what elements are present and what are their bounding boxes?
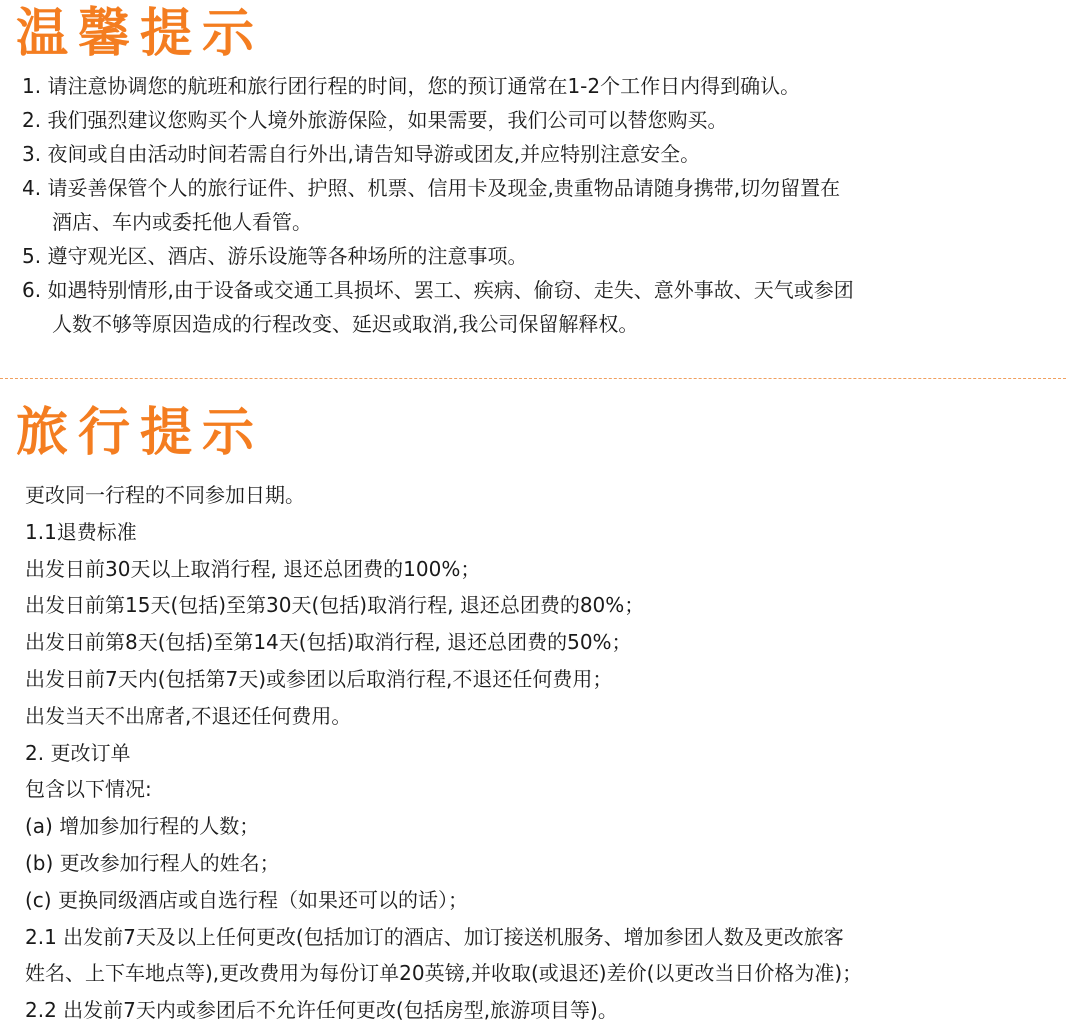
notice-item-1: 1. 请注意协调您的航班和旅行团行程的时间，您的预订通常在1-2个工作日内得到确认。 <box>22 74 801 98</box>
notice-item-6: 6. 如遇特别情形,由于设备或交通工具损坏、罢工、疾病、偷窃、走失、意外事故、天气或参团 <box>22 278 854 302</box>
tip-line: 2.2 出发前7天内或参团后不允许任何更改(包括房型,旅游项目等)。 <box>25 998 618 1023</box>
notice-item-4-continued: 酒店、车内或委托他人看管。 <box>52 210 312 234</box>
tip-line: 姓名、上下车地点等),更改费用为每份订单20英镑,并收取(或退还)差价(以更改当日价格为准)； <box>25 961 863 986</box>
tip-line: (c) 更换同级酒店或自选行程（如果还可以的话）； <box>25 887 468 912</box>
notice-item-3: 3. 夜间或自由活动时间若需自行外出,请告知导游或团友,并应特别注意安全。 <box>22 142 701 166</box>
tip-line: 出发日前30天以上取消行程, 退还总团费的100%； <box>25 556 481 581</box>
tip-line: 出发日前第8天(包括)至第14天(包括)取消行程, 退还总团费的50%； <box>25 630 632 655</box>
tip-line: (b) 更改参加行程人的姓名； <box>25 850 280 875</box>
notice-item-5: 5. 遵守观光区、酒店、游乐设施等各种场所的注意事项。 <box>22 244 528 268</box>
tip-line: 出发当天不出席者,不退还任何费用。 <box>25 703 352 728</box>
section-divider <box>0 378 1066 379</box>
tip-line: 包含以下情况: <box>25 777 152 802</box>
notice-item-4: 4. 请妥善保管个人的旅行证件、护照、机票、信用卡及现金,贵重物品请随身携带,切勿留置在 <box>22 176 841 200</box>
warm-reminder-title: 温馨提示 <box>16 4 265 64</box>
tip-line: (a) 增加参加行程的人数； <box>25 814 260 839</box>
tip-line: 1.1退费标准 <box>25 519 137 544</box>
travel-tips-body <box>25 477 862 1029</box>
tip-line: 2. 更改订单 <box>25 740 131 765</box>
notice-item-2: 2. 我们强烈建议您购买个人境外旅游保险，如果需要，我们公司可以替您购买。 <box>22 108 728 132</box>
tip-line: 出发日前7天内(包括第7天)或参团以后取消行程,不退还任何费用； <box>25 666 613 691</box>
tip-line: 更改同一行程的不同参加日期。 <box>25 483 305 507</box>
notice-item-6-continued: 人数不够等原因造成的行程改变、延迟或取消,我公司保留解释权。 <box>52 312 639 336</box>
tip-line: 出发日前第15天(包括)至第30天(包括)取消行程, 退还总团费的80%； <box>25 593 645 618</box>
warm-reminder-list <box>22 69 854 341</box>
tip-line: 2.1 出发前7天及以上任何更改(包括加订的酒店、加订接送机服务、增加参团人数及更改旅客 <box>25 924 844 949</box>
travel-tips-title: 旅行提示 <box>16 403 265 463</box>
